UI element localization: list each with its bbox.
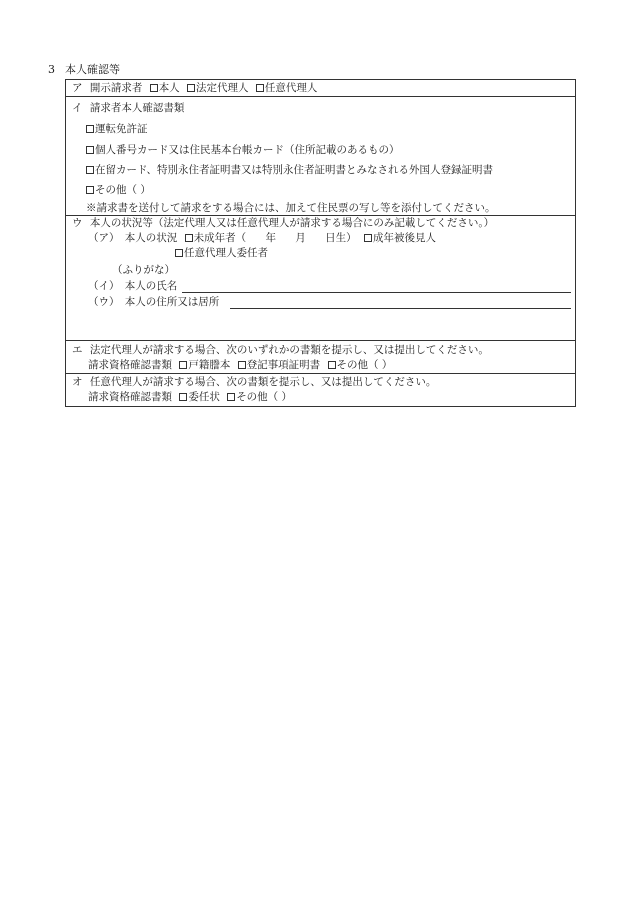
checkbox-legal-agent[interactable]: 法定代理人 <box>187 82 249 94</box>
checkbox-icon <box>86 186 94 194</box>
row-label-i: イ <box>72 102 83 114</box>
checkbox-delegator[interactable]: 任意代理人委任者 <box>175 246 268 260</box>
voluntary-agent-docs-title: 任意代理人が請求する場合、次の書類を提示し、又は提出してください。 <box>89 376 437 388</box>
principal-address-field[interactable] <box>230 308 571 309</box>
checkbox-icon <box>86 125 94 133</box>
birth-year-label: 年 <box>265 232 276 244</box>
row-legal-agent-docs <box>66 340 575 373</box>
row-label-a: ア <box>72 82 83 94</box>
birth-day-label: 日生） <box>325 232 357 244</box>
requester-type-line <box>72 81 317 95</box>
principal-status-line <box>88 231 436 245</box>
checkbox-power-of-attorney[interactable]: 委任状 <box>179 391 220 403</box>
row-label-o: オ <box>72 376 83 388</box>
checkbox-family-register[interactable]: 戸籍謄本 <box>179 359 230 371</box>
checkbox-icon <box>364 234 372 242</box>
voluntary-agent-docs-options <box>88 390 292 404</box>
principal-name-field[interactable] <box>182 292 571 293</box>
checkbox-icon <box>179 393 187 401</box>
birth-month-label: 月 <box>295 232 306 244</box>
checkbox-residence-card[interactable]: 在留カード、特別永住者証明書又は特別永住者証明書とみなされる外国人登録証明書 <box>86 163 493 177</box>
checkbox-icon <box>86 146 94 154</box>
qualification-docs-label: 請求資格確認書類 <box>88 391 172 403</box>
checkbox-icon <box>187 84 195 92</box>
principal-status-label: （ア） 本人の状況 <box>88 232 178 244</box>
voluntary-agent-docs-heading <box>72 375 436 389</box>
checkbox-icon <box>86 166 94 174</box>
section-number: 3 <box>48 63 55 76</box>
checkbox-self[interactable]: 本人 <box>150 82 180 94</box>
principal-status-title: 本人の状況等（法定代理人又は任意代理人が請求する場合にのみ記載してください。） <box>89 217 495 229</box>
checkbox-minor[interactable]: 未成年者（ <box>185 232 247 244</box>
qualification-docs-label: 請求資格確認書類 <box>88 359 172 371</box>
checkbox-icon <box>179 361 187 369</box>
checkbox-registry-certificate[interactable]: 登記事項証明書 <box>238 359 321 371</box>
furigana-label: （ふりがな） <box>112 264 175 276</box>
row-voluntary-agent-docs <box>66 373 575 406</box>
checkbox-adult-ward[interactable]: 成年被後見人 <box>364 232 436 244</box>
row-principal-status <box>66 215 575 340</box>
requester-type-label: 開示請求者 <box>89 82 143 94</box>
principal-name-label: （イ） 本人の氏名 <box>88 280 178 292</box>
legal-agent-docs-options <box>88 358 392 372</box>
checkbox-icon <box>256 84 264 92</box>
checkbox-voluntary-agent[interactable]: 任意代理人 <box>256 82 318 94</box>
row-id-documents <box>66 96 575 215</box>
row-label-u: ウ <box>72 217 83 229</box>
section-heading <box>48 63 120 77</box>
legal-agent-docs-heading <box>72 343 489 357</box>
checkbox-other-id[interactable]: その他（ ） <box>86 183 151 197</box>
checkbox-my-number-card[interactable]: 個人番号カード又は住民基本台帳カード（住所記載のあるもの） <box>86 143 400 157</box>
mail-request-note: ※請求書を送付して請求をする場合には、加えて住民票の写し等を添付してください。 <box>86 202 496 214</box>
checkbox-icon <box>185 234 193 242</box>
checkbox-icon <box>175 249 183 257</box>
principal-address-label: （ウ） 本人の住所又は居所 <box>88 296 220 308</box>
legal-agent-docs-title: 法定代理人が請求する場合、次のいずれかの書類を提示し、又は提出してください。 <box>89 344 489 356</box>
checkbox-icon <box>227 393 235 401</box>
id-documents-heading <box>72 101 184 115</box>
checkbox-voluntary-other[interactable]: その他（ ） <box>227 391 292 403</box>
section-title: 本人確認等 <box>65 63 120 76</box>
row-requester-type <box>66 80 575 96</box>
checkbox-icon <box>238 361 246 369</box>
row-label-e: エ <box>72 344 83 356</box>
principal-status-heading <box>72 216 494 230</box>
checkbox-legal-other[interactable]: その他（ ） <box>328 359 393 371</box>
checkbox-icon <box>150 84 158 92</box>
checkbox-icon <box>328 361 336 369</box>
id-documents-title: 請求者本人確認書類 <box>89 102 185 114</box>
checkbox-drivers-license[interactable]: 運転免許証 <box>86 122 148 136</box>
identity-confirmation-form <box>65 79 576 407</box>
